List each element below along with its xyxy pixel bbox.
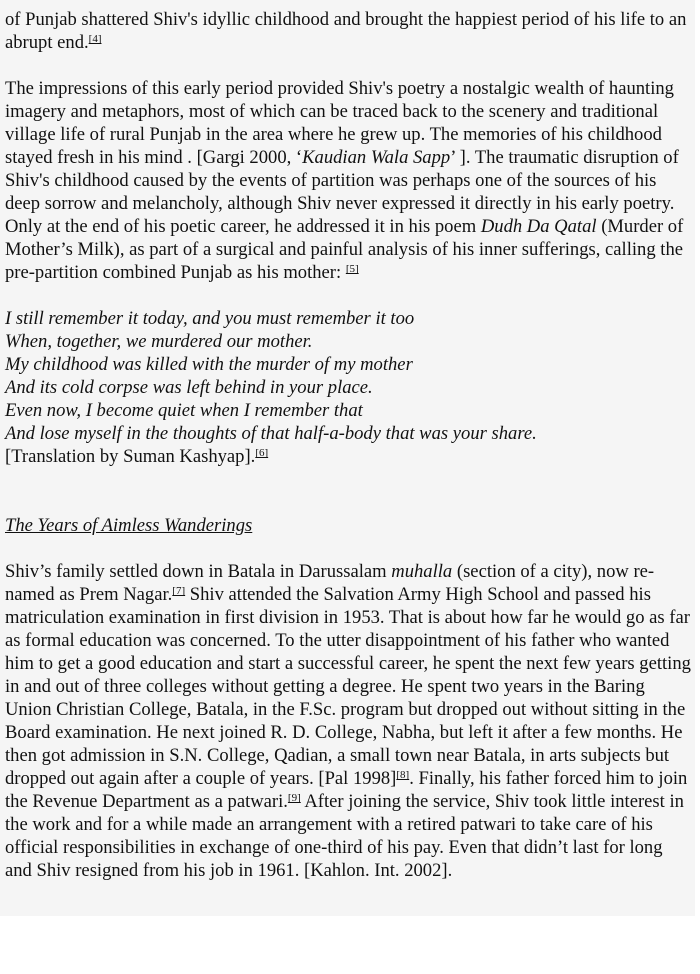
poem-excerpt	[5, 307, 693, 468]
section-heading: The Years of Aimless Wanderings	[5, 515, 253, 536]
paragraph-wanderings	[5, 560, 693, 882]
paragraph-impressions	[5, 77, 693, 284]
credit-text: [Translation by Suman Kashyap].	[5, 446, 256, 467]
paragraph-text: . Finally, his father forced him to join the Revenue Department as a patwari.	[5, 768, 688, 812]
work-title: Kaudian Wala Sapp	[302, 147, 451, 168]
paragraph-text: Shiv’s family settled down in Batala in Darussalam	[5, 561, 392, 582]
poem-title: Dudh Da Qatal	[480, 216, 597, 237]
poem-line: And its cold corpse was left behind in your place.	[5, 377, 373, 398]
footnote-link-4[interactable]: [4]	[88, 33, 102, 45]
paragraph-text: After joining the service, Shiv took little interest in the work and for a while made an arrangement with a retired patwari to take care of his official responsibilities in exchange of one-third of his pay. Even that didn’t last for long and Shiv resigned from his job in 1961. [Kahlon. Int. 2002].	[5, 791, 684, 881]
poem-line: I still remember it today, and you must remember it too	[5, 308, 415, 329]
paragraph-intro-end	[5, 8, 693, 54]
italic-term: muhalla	[391, 561, 453, 582]
paragraph-text: of Punjab shattered Shiv's idyllic childhood and brought the happiest period of his life to an abrupt end.	[5, 9, 687, 53]
paragraph-text: (section of a city), now re-named as Prem Nagar.	[5, 561, 655, 605]
footnote-link-6[interactable]: [6]	[255, 447, 269, 459]
footnote-link-9[interactable]: [9]	[287, 792, 301, 804]
poem-line: And lose myself in the thoughts of that half-a-body that was your share.	[5, 423, 537, 444]
paragraph-text: (Murder of Mother’s Milk), as part of a surgical and painful analysis of his inner sufferings, calling the pre-partition combined Punjab as his mother:	[5, 216, 684, 283]
paragraph-text: ’ ]. The traumatic disruption of Shiv's childhood caused by the events of partition was perhaps one of the sources of his deep sorrow and melancholy, although Shiv never expressed it directly in his early poetry. Only at the end of his poetic career, he addressed it in his poem	[5, 147, 679, 237]
footnote-link-8[interactable]: [8]	[396, 769, 410, 781]
poem-line: Even now, I become quiet when I remember that	[5, 400, 363, 421]
poem-line: When, together, we murdered our mother.	[5, 331, 313, 352]
paragraph-text: Shiv attended the Salvation Army High School and passed his matriculation examination in first division in 1953. That is about how far he would go as far as formal education was concerned. To the utter disappointment of his father who wanted him to get a good education and start a successful career, he spent the next few years getting in and out of three colleges without getting a degree. He spent two years in the Baring Union Christian College, Batala, in the F.Sc. program but dropped out without sitting in the Board examination. He next joined R. D. College, Nabha, but left it after a few months. He then got admission in S.N. College, Qadian, a small town near Batala, in arts subjects but dropped out again after a couple of years. [Pal 1998]	[5, 584, 691, 789]
translation-credit	[5, 445, 693, 468]
poem-line: My childhood was killed with the murder of my mother	[5, 354, 413, 375]
paragraph-text: The impressions of this early period provided Shiv's poetry a nostalgic wealth of haunting imagery and metaphors, most of which can be traced back to the scenery and traditional village life of rural Punjab in the area where he grew up. The memories of his childhood stayed fresh in his mind . [Gargi 2000, ‘	[5, 78, 674, 168]
footnote-link-7[interactable]: [7]	[172, 585, 186, 597]
footnote-link-5[interactable]: [5]	[345, 263, 359, 275]
